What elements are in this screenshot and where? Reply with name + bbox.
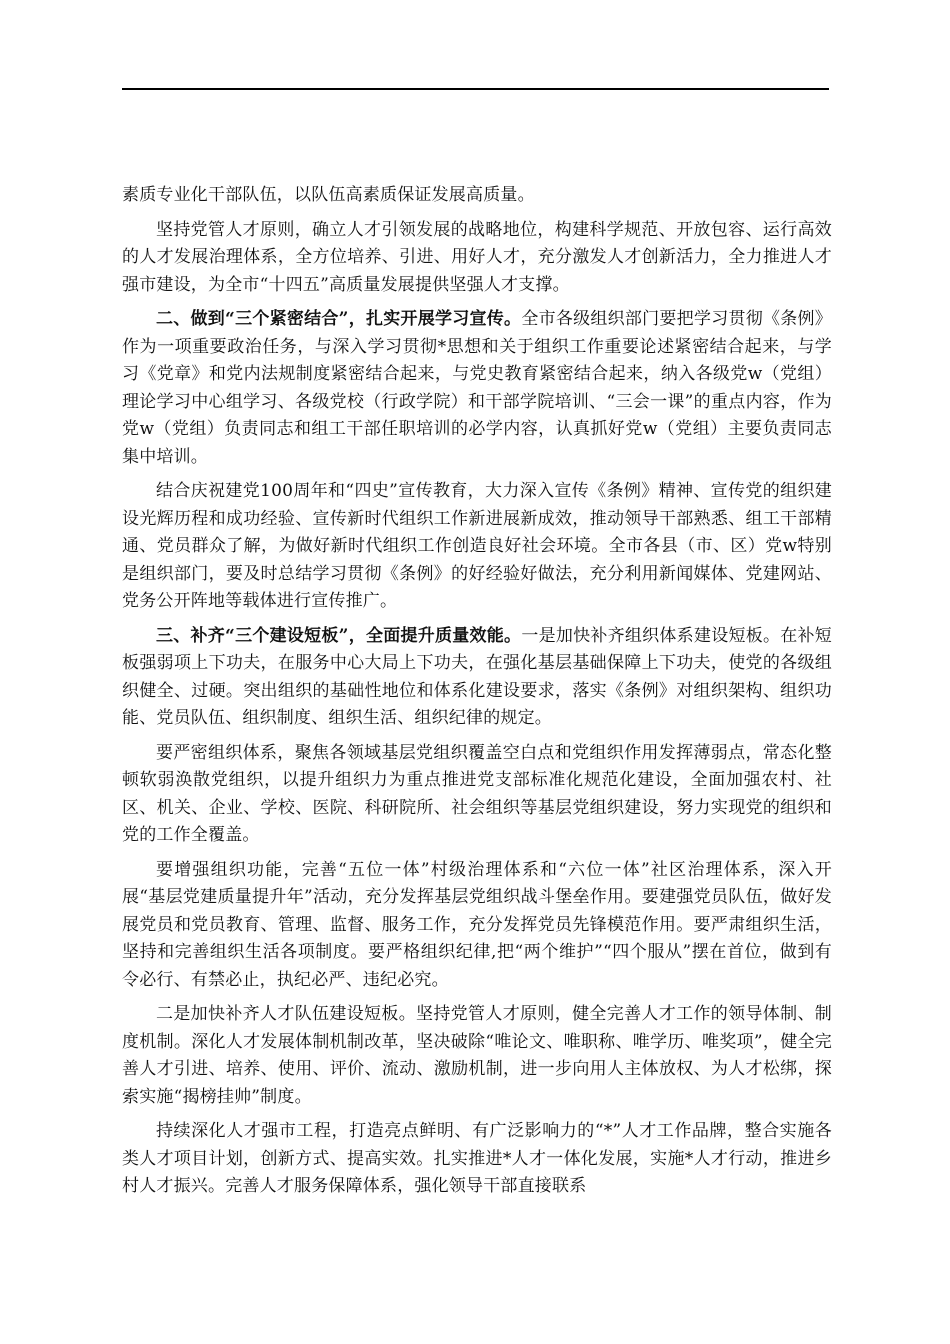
paragraph-text: 素质专业化干部队伍，以队伍高素质保证发展高质量。 <box>122 185 535 205</box>
paragraph-text: 要严密组织体系，聚焦各领域基层党组织覆盖空白点和党组织作用发挥薄弱点，常态化整顿软弱涣散党组织，以提升组织力为重点推进党支部标准化规范化建设，全面加强农村、社区、机关、企业、学校、医院、科研院所、社会组织等基层党组织建设，努力实现党的组织和党的工作全覆盖。 <box>122 742 832 845</box>
section-three-paragraph <box>122 623 832 733</box>
paragraph-8 <box>122 1001 832 1111</box>
paragraph-6 <box>122 740 832 850</box>
paragraph-text: 持续深化人才强市工程，打造亮点鲜明、有广泛影响力的“*”人才工作品牌，整合实施各类人才项目计划，创新方式、提高实效。扎实推进*人才一体化发展，实施*人才行动，推进乡村人才振兴。完善人才服务保障体系，强化领导干部直接联系 <box>122 1121 832 1196</box>
paragraph-1 <box>122 182 832 210</box>
section-heading: 三、补齐“三个建设短板”，全面提升质量效能。 <box>156 625 522 646</box>
paragraph-7 <box>122 857 832 995</box>
paragraph-9 <box>122 1118 832 1201</box>
header-rule <box>122 88 829 90</box>
section-two-paragraph <box>122 306 832 471</box>
paragraph-text: 坚持党管人才原则，确立人才引领发展的战略地位，构建科学规范、开放包容、运行高效的人才发展治理体系，全方位培养、引进、用好人才，充分激发人才创新活力，全力推进人才强市建设，为全市“十四五”高质量发展提供坚强人才支撑。 <box>122 219 832 295</box>
paragraph-text: 要增强组织功能，完善“五位一体”村级治理体系和“六位一体”社区治理体系，深入开展“基层党建质量提升年”活动，充分发挥基层党组织战斗堡垒作用。要建强党员队伍，做好发展党员和党员教育、管理、监督、服务工作，充分发挥党员先锋模范作用。要严肃组织生活，坚持和完善组织生活各项制度。要严格组织纪律,把“两个维护”“四个服从”摆在首位，做到有令必行、有禁必止，执纪必严、违纪必究。 <box>122 859 832 990</box>
paragraph-text: 二是加快补齐人才队伍建设短板。坚持党管人才原则，健全完善人才工作的领导体制、制度机制。深化人才发展体制机制改革，坚决破除“唯论文、唯职称、唯学历、唯奖项”，健全完善人才引进、培养、使用、评价、流动、激励机制，进一步向用人主体放权、为人才松绑，探索实施“揭榜挂帅”制度。 <box>122 1004 832 1107</box>
paragraph-2 <box>122 217 832 300</box>
paragraph-text: 全市各级组织部门要把学习贯彻《条例》作为一项重要政治任务，与深入学习贯彻*思想和关于组织工作重要论述紧密结合起来，与学习《党章》和党内法规制度紧密结合起来，与党史教育紧密结合起来，纳入各级党w（党组）理论学习中心组学习、各级党校（行政学院）和干部学院培训、“三会一课”的重点内容，作为党w（党组）负责同志和组工干部任职培训的必学内容，认真抓好党w（党组）主要负责同志集中培训。 <box>122 309 832 467</box>
section-heading: 二、做到“三个紧密结合”，扎实开展学习宣传。 <box>156 309 522 329</box>
document-body <box>122 182 832 1208</box>
paragraph-4 <box>122 478 832 616</box>
paragraph-text: 结合庆祝建党100周年和“四史”宣传教育，大力深入宣传《条例》精神、宣传党的组织建设光辉历程和成功经验、宣传新时代组织工作新进展新成效，推动领导干部熟悉、组工干部精通、党员群众了解，为做好新时代组织工作创造良好社会环境。全市各县（市、区）党w特别是组织部门，要及时总结学习贯彻《条例》的好经验好做法，充分利用新闻媒体、党建网站、党务公开阵地等载体进行宣传推广。 <box>122 481 832 611</box>
paragraph-text: 一是加快补齐组织体系建设短板。在补短板强弱项上下功夫，在服务中心大局上下功夫，在强化基层基础保障上下功夫，使党的各级组织健全、过硬。突出组织的基础性地位和体系化建设要求，落实《条例》对组织架构、组织功能、党员队伍、组织制度、组织生活、组织纪律的规定。 <box>122 625 832 728</box>
